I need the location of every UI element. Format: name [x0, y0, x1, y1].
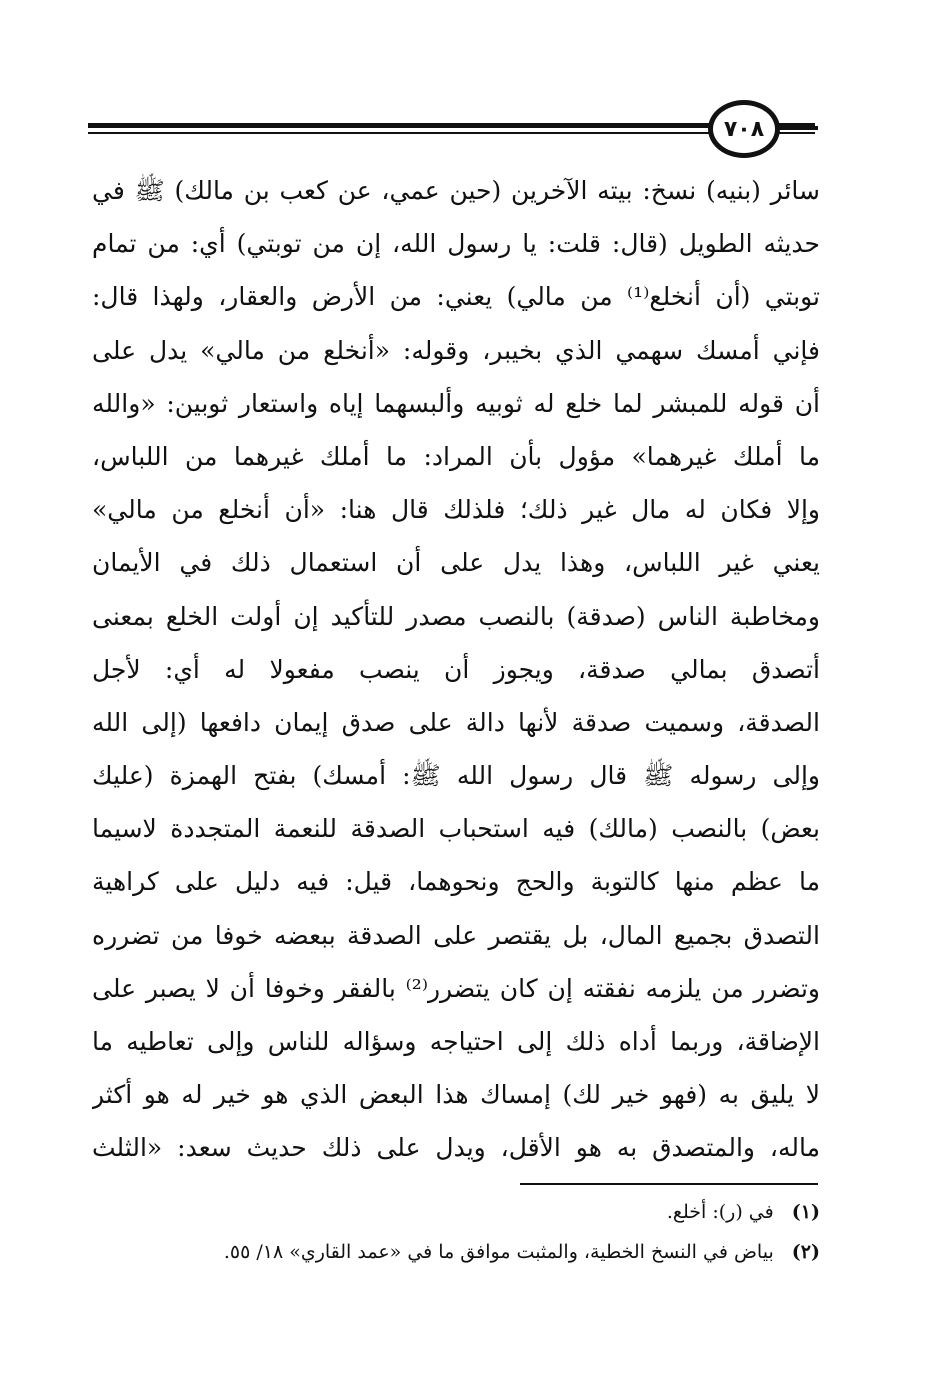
header-rule-right — [778, 126, 818, 130]
footnote-1-number: (١) — [791, 1201, 820, 1223]
text-line-11: الصدقة، وسميت صدقة لأنها دالة على صدق إيمان دافعها (إلى الله — [92, 707, 820, 737]
text-line-4: فإني أمسك سهمي الذي بخيبر، وقوله: «أنخلع من مالي» يدل على — [92, 335, 820, 365]
page-number: ٧٠٨ — [708, 100, 780, 158]
header-rule-thin — [88, 132, 815, 134]
footnote-2-text: بياض في النسخ الخطية، والمثبت موافق ما في «عمد القاري» ١٨/ ٥٥. — [223, 1241, 774, 1263]
text-line-16: وتضرر من يلزمه نفقته إن كان يتضرر⁽²⁾ بالفقر وخوفا أن لا يصبر على — [92, 973, 820, 1003]
text-line-1: سائر (بنيه) نسخ: بيته الآخرين (حين عمي، عن كعب بن مالك) ﷺ في — [92, 176, 820, 205]
text-line-6: ما أملك غيرهما» مؤول بأن المراد: ما أملك غيرهما من اللباس، — [92, 441, 820, 471]
text-line-17: الإضاقة، وربما أداه ذلك إلى احتياجه وسؤاله للناس وإلى تعاطيه ما — [92, 1027, 820, 1056]
text-line-2: حديثه الطويل (قال: قلت: يا رسول الله، إن من توبتي) أي: من تمام — [92, 229, 820, 259]
text-line-5: أن قوله للمبشر لما خلع له ثوبيه وألبسهما إياه واستعار ثوبين: «والله — [92, 388, 820, 418]
text-line-12: وإلى رسوله ﷺ قال رسول الله ﷺ: أمسك) بفتح الهمزة (عليك — [92, 761, 820, 791]
footnote-2 — [92, 1232, 820, 1272]
footnote-separator — [520, 1183, 818, 1185]
text-line-3: توبتي (أن أنخلع⁽¹⁾ من مالي) يعني: من الأرض والعقار، ولهذا قال: — [92, 282, 820, 312]
text-line-14: ما عظم منها كالتوبة والحج ونحوهما، قيل: فيه دليل على كراهية — [92, 867, 820, 897]
text-line-13: بعض) بالنصب (مالك) فيه استحباب الصدقة للنعمة المتجددة لاسيما — [92, 814, 820, 844]
footnote-1-text: في (ر): أخلع. — [666, 1201, 774, 1223]
text-line-15: التصدق بجميع المال، بل يقتصر على الصدقة ببعضه خوفا من تضرره — [92, 920, 820, 950]
footnote-2-number: (٢) — [791, 1241, 820, 1263]
footnotes — [92, 1192, 820, 1272]
header-rule-thick — [88, 123, 815, 128]
footnote-1 — [92, 1192, 820, 1232]
text-line-19: ماله، والمتصدق به هو الأقل، ويدل على ذلك حديث سعد: «الثلث — [92, 1133, 820, 1163]
text-line-9: ومخاطبة الناس (صدقة) بالنصب مصدر للتأكيد إن أولت الخلع بمعنى — [92, 601, 820, 631]
text-line-7: وإلا فكان له مال غير ذلك؛ فلذلك قال هنا: «أن أنخلع من مالي» — [92, 495, 820, 525]
text-line-18: لا يليق به (فهو خير لك) إمساك هذا البعض الذي هو خير له هو أكثر — [92, 1080, 820, 1110]
main-text — [92, 164, 820, 1175]
text-line-8: يعني غير اللباس، وهذا يدل على أن استعمال ذلك في الأيمان — [92, 548, 820, 578]
text-line-10: أتصدق بمالي صدقة، ويجوز أن ينصب مفعولا له أي: لأجل — [92, 654, 820, 684]
